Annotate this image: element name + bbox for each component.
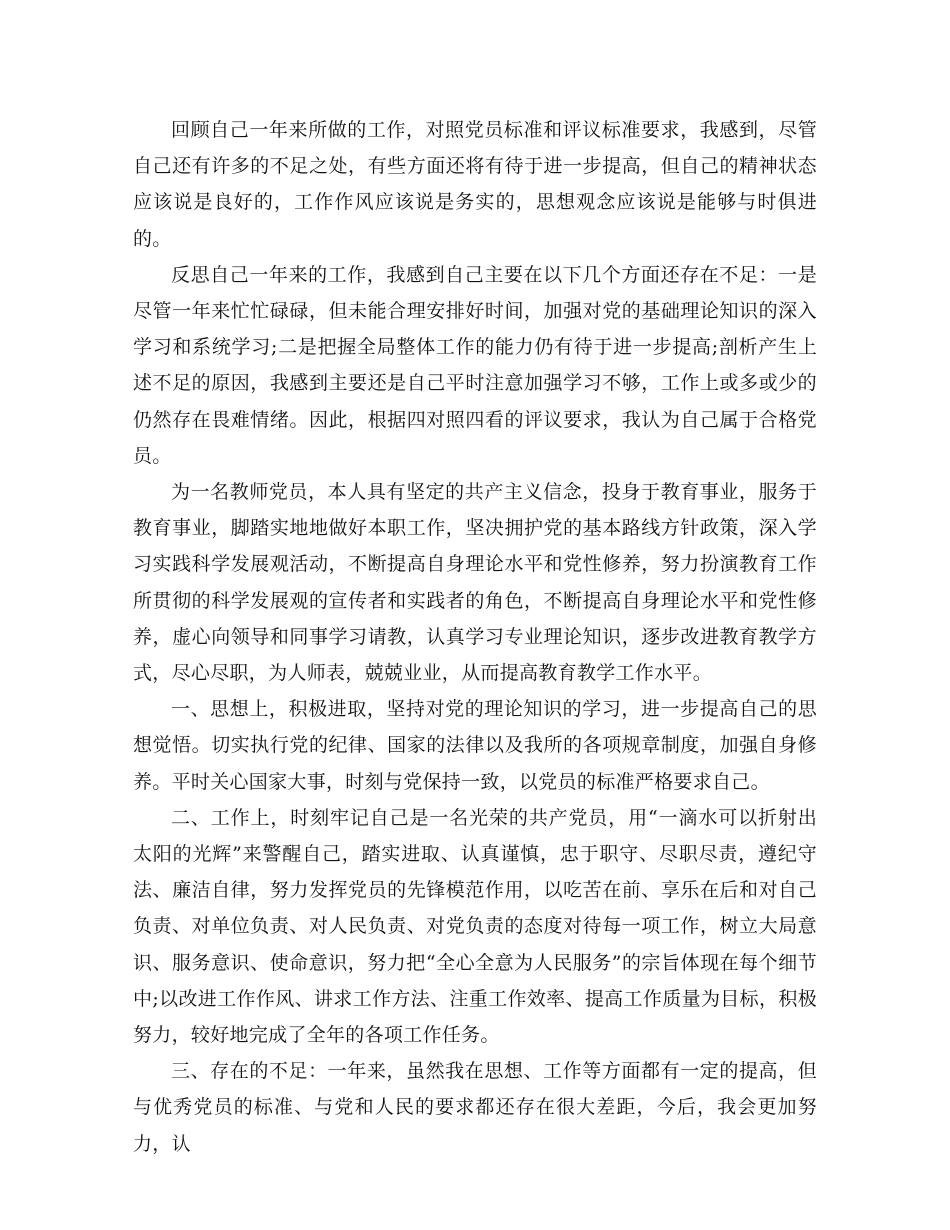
paragraph-4: 一、思想上，积极进取，坚持对党的理论知识的学习，进一步提高自己的思想觉悟。切实执行党的纪律、国家的法律以及我所的各项规章制度，加强自身修养。平时关心国家大事，时刻与党保持一致，以党员的标准严格要求自己。 [133, 698, 817, 793]
paragraph-5: 二、工作上，时刻牢记自己是一名光荣的共产党员，用“一滴水可以折射出太阳的光辉”来警醒自己，踏实进取、认真谨慎，忠于职守、尽职尽责，遵纪守法、廉洁自律，努力发挥党员的先锋模范作用，以吃苦在前、享乐在后和对自己负责、对单位负责、对人民负责、对党负责的态度对待每一项工作，树立大局意识、服务意识、使命意识，努力把“全心全意为人民服务”的宗旨体现在每个细节中;以改进工作作风、讲求工作方法、注重工作效率、提高工作质量为目标，积极努力，较好地完成了全年的各项工作任务。 [133, 806, 817, 1047]
paragraph-1: 回顾自己一年来所做的工作，对照党员标准和评议标准要求，我感到，尽管自己还有许多的不足之处，有些方面还将有待于进一步提高，但自己的精神状态应该说是良好的，工作作风应该说是务实的，思想观念应该说是能够与时俱进的。 [133, 119, 817, 250]
paragraph-6: 三、存在的不足：一年来，虽然我在思想、工作等方面都有一定的提高，但与优秀党员的标准、与党和人民的要求都还存在很大差距，今后，我会更加努力，认 [133, 1060, 817, 1155]
paragraph-3: 为一名教师党员，本人具有坚定的共产主义信念，投身于教育事业，服务于教育事业，脚踏实地地做好本职工作，坚决拥护党的基本路线方针政策，深入学习实践科学发展观活动，不断提高自身理论水平和党性修养，努力扮演教育工作所贯彻的科学发展观的宣传者和实践者的角色，不断提高自身理论水平和党性修养，虚心向领导和同事学习请教，认真学习专业理论知识，逐步改进教育教学方式，尽心尽职，为人师表，兢兢业业，从而提高教育教学工作水平。 [133, 481, 817, 685]
document-body [133, 112, 817, 1162]
paragraph-2: 反思自己一年来的工作，我感到自己主要在以下几个方面还存在不足：一是尽管一年来忙忙碌碌，但未能合理安排好时间，加强对党的基础理论知识的深入学习和系统学习;二是把握全局整体工作的能力仍有待于进一步提高;剖析产生上述不足的原因，我感到主要还是自己平时注意加强学习不够，工作上或多或少的仍然存在畏难情绪。因此，根据四对照四看的评议要求，我认为自己属于合格党员。 [133, 263, 817, 467]
